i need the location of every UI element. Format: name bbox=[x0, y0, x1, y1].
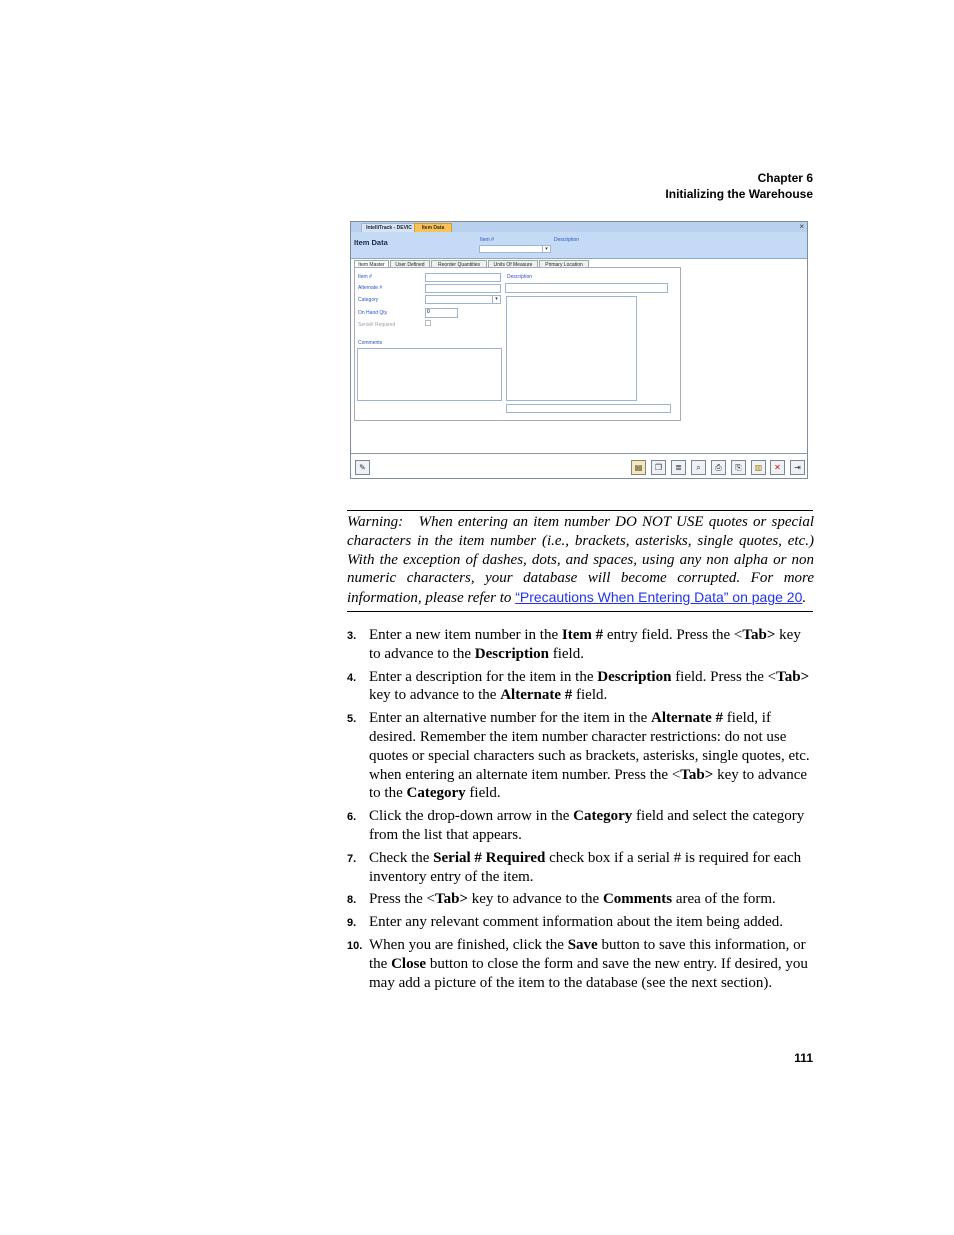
step-text: button to close the form and save the new entry. If desired, you may add a picture of the item to the database (see the next section). bbox=[369, 955, 808, 991]
list-item bbox=[347, 936, 814, 992]
alternate-input[interactable] bbox=[425, 284, 501, 293]
steps-list bbox=[347, 626, 814, 996]
step-text: key to advance to the bbox=[468, 891, 603, 908]
term: Close bbox=[391, 955, 427, 972]
header-item-select[interactable] bbox=[479, 245, 551, 253]
step-text: entry field. Press the < bbox=[603, 627, 743, 643]
close-icon[interactable]: ⇥ bbox=[790, 460, 805, 475]
step-text: area of the form. bbox=[672, 891, 776, 908]
on-hand-qty-input[interactable]: 0 bbox=[425, 308, 458, 318]
term: Comments bbox=[602, 891, 673, 908]
step-text: field. bbox=[548, 645, 584, 662]
page-number: 111 bbox=[794, 1051, 813, 1065]
term: Save bbox=[567, 936, 598, 953]
category-select[interactable] bbox=[425, 295, 501, 304]
item-input[interactable] bbox=[425, 273, 501, 282]
step-number: 5. bbox=[347, 713, 357, 726]
step-text: field and select the category from the list that appears. bbox=[369, 808, 805, 843]
printer-icon[interactable]: ⎘ bbox=[731, 460, 746, 475]
term: Category bbox=[573, 808, 633, 825]
tab-item-data[interactable]: Item Data bbox=[414, 223, 452, 232]
step-text: button to save this information, or the bbox=[369, 936, 806, 972]
form-title: Item Data bbox=[354, 238, 388, 247]
tab-units-of-measure[interactable]: Units Of Measure bbox=[488, 260, 538, 268]
step-text: field. Press the < bbox=[671, 668, 777, 685]
term: Tab> bbox=[742, 627, 776, 643]
copy-icon[interactable]: ❐ bbox=[651, 460, 666, 475]
list-item bbox=[347, 668, 814, 706]
warning-note bbox=[347, 513, 814, 608]
print-icon[interactable]: ≣ bbox=[671, 460, 686, 475]
term: Item # bbox=[561, 627, 604, 643]
list-item bbox=[347, 709, 814, 803]
step-text: Enter a description for the item in the bbox=[369, 668, 598, 685]
window-tab-bar bbox=[351, 222, 807, 232]
chapter-label: Chapter 6 bbox=[757, 171, 813, 185]
step-number: 3. bbox=[347, 630, 357, 642]
step-text: Enter an alternative number for the item in the bbox=[369, 710, 651, 727]
term: Tab> bbox=[776, 668, 810, 685]
header-description-label: Description bbox=[554, 237, 580, 243]
term: Category bbox=[406, 785, 466, 802]
term: Tab> bbox=[680, 766, 714, 783]
step-text: Enter any relevant comment information about the item being added. bbox=[369, 914, 784, 931]
step-number: 7. bbox=[347, 852, 357, 865]
step-text: check box if a serial # is required for each inventory entry of the item. bbox=[369, 849, 802, 885]
list-item bbox=[347, 626, 814, 664]
list-item bbox=[347, 807, 814, 845]
warning-label: Warning: bbox=[347, 514, 404, 530]
step-text: key to advance to the bbox=[369, 687, 501, 704]
item-label: Item # bbox=[358, 274, 372, 280]
list-item bbox=[347, 890, 814, 909]
on-hand-qty-label: On Hand Qty bbox=[358, 310, 388, 316]
header-item-label: Item # bbox=[480, 237, 494, 243]
step-text: Click the drop-down arrow in the bbox=[369, 808, 574, 825]
precautions-link[interactable]: “Precautions When Entering Data” on page 20 bbox=[515, 589, 803, 606]
section-title: Initializing the Warehouse bbox=[665, 187, 813, 201]
step-text: field, if desired. Remember the item number character restrictions: do not use quotes or special characters such as brackets, asterisks, single quotes, etc. when entering an alternate item number. Press the < bbox=[369, 710, 810, 783]
tab-user-defined[interactable]: User Defined bbox=[390, 260, 430, 268]
step-text: When you are finished, click the bbox=[369, 936, 568, 953]
step-text: field. bbox=[572, 687, 608, 704]
step-text: field. bbox=[465, 785, 501, 802]
step-text: Enter a new item number in the bbox=[369, 627, 562, 643]
chevron-down-icon[interactable]: ▾ bbox=[492, 296, 500, 303]
step-number: 4. bbox=[347, 671, 357, 684]
step-number: 6. bbox=[347, 811, 357, 824]
step-number: 10. bbox=[347, 939, 363, 952]
term: Description bbox=[597, 668, 672, 685]
step-text: Check the bbox=[369, 849, 434, 866]
category-label: Category bbox=[358, 297, 379, 303]
picture-box[interactable] bbox=[506, 296, 637, 401]
item-data-screenshot bbox=[350, 221, 808, 479]
serial-required-checkbox[interactable] bbox=[425, 320, 431, 326]
tab-reorder-quantities[interactable]: Reorder Quantities bbox=[431, 260, 487, 268]
term: Alternate # bbox=[500, 687, 573, 704]
comments-textarea[interactable] bbox=[357, 348, 502, 401]
step-number: 8. bbox=[347, 894, 357, 907]
term: Tab> bbox=[434, 891, 468, 908]
edit-icon[interactable]: ✎ bbox=[355, 460, 370, 475]
comments-label: Comments bbox=[358, 340, 383, 346]
description-input[interactable] bbox=[505, 283, 668, 293]
step-text: Press the < bbox=[369, 891, 435, 908]
new-icon[interactable]: ▤ bbox=[631, 460, 646, 475]
picture-path-input[interactable] bbox=[506, 404, 671, 413]
chevron-down-icon[interactable]: ▾ bbox=[542, 246, 550, 252]
toolbar-divider bbox=[351, 453, 807, 454]
alternate-label: Alternate # bbox=[358, 285, 383, 291]
step-text: key to advance to the bbox=[369, 627, 801, 662]
list-item bbox=[347, 849, 814, 887]
warning-text: When entering an item number DO NOT USE quotes or special characters in the item number (i.e., brackets, asterisks, single quotes, etc.) With the exception of dashes, dots, and spaces, using any non alpha or non numeric characters, your database will become corrupted. For more information, please refer to bbox=[347, 514, 814, 607]
tab-primary-location[interactable]: Primary Location bbox=[539, 260, 589, 268]
find-icon[interactable]: ⌕ bbox=[691, 460, 706, 475]
warning-bottom-rule bbox=[347, 611, 813, 612]
preview-icon[interactable]: ⎙ bbox=[711, 460, 726, 475]
tab-item-master[interactable]: Item Master bbox=[354, 260, 389, 268]
close-icon[interactable]: × bbox=[799, 222, 804, 231]
cancel-icon[interactable]: ✕ bbox=[770, 460, 785, 475]
step-number: 9. bbox=[347, 917, 357, 930]
step-text: key to advance to the bbox=[369, 766, 808, 802]
warning-end: . bbox=[802, 590, 807, 607]
description-label: Description bbox=[507, 274, 533, 280]
warning-top-rule bbox=[347, 510, 813, 511]
term: Serial # Required bbox=[433, 849, 546, 866]
serial-required-label: Serial# Required bbox=[358, 322, 396, 328]
term: Alternate # bbox=[650, 710, 724, 727]
term: Description bbox=[474, 645, 549, 662]
form-header bbox=[351, 232, 807, 259]
tab-intellitrack[interactable]: IntelliTrack - DEVIC bbox=[361, 223, 417, 232]
list-item bbox=[347, 913, 814, 932]
delete-icon[interactable]: ▥ bbox=[751, 460, 766, 475]
